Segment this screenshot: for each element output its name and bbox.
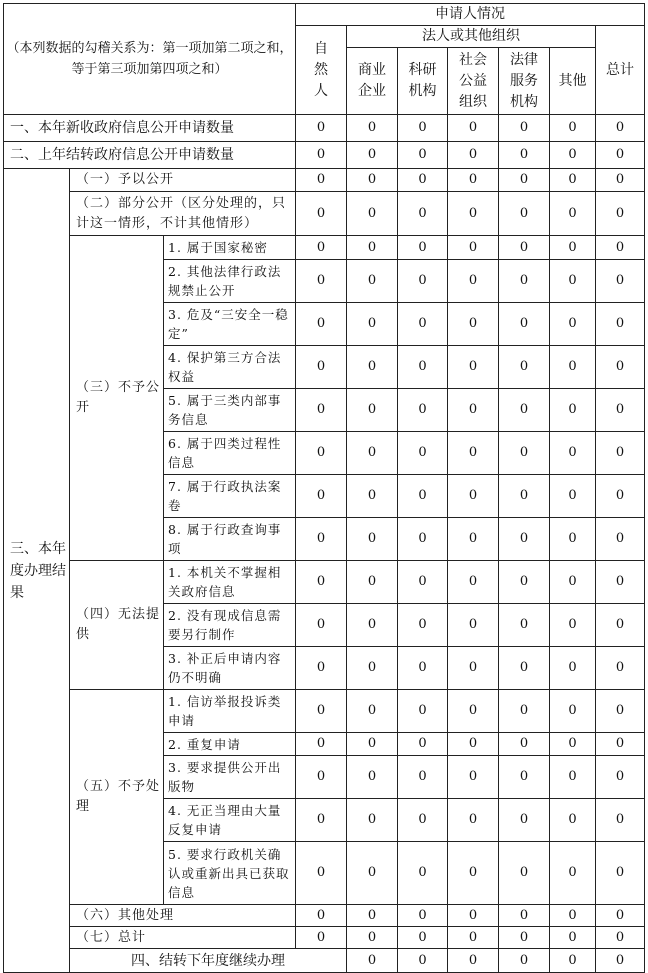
cell-value: 0 (499, 169, 550, 192)
cell-value: 0 (596, 303, 645, 346)
cell-value: 0 (448, 756, 499, 799)
table-row (4, 561, 645, 604)
cell-value: 0 (596, 192, 645, 236)
table-row (4, 905, 645, 927)
cell-value: 0 (596, 561, 645, 604)
cell-value: 0 (448, 799, 499, 842)
cell-value: 0 (499, 561, 550, 604)
cell-value: 0 (499, 799, 550, 842)
cell-value: 0 (596, 142, 645, 169)
cell-value: 0 (550, 303, 596, 346)
cell-value: 0 (596, 690, 645, 733)
row-label: 4. 保护第三方合法权益 (164, 346, 296, 389)
not-disclose-label: （三）不予公开 (70, 236, 164, 561)
cell-value: 0 (550, 260, 596, 303)
cell-value: 0 (448, 927, 499, 949)
cell-value: 0 (296, 115, 347, 142)
cell-value: 0 (347, 142, 398, 169)
cell-value: 0 (347, 927, 398, 949)
cell-value: 0 (347, 303, 398, 346)
cell-value: 0 (398, 389, 448, 432)
row-label: 一、本年新收政府信息公开申请数量 (4, 115, 296, 142)
cell-value: 0 (347, 905, 398, 927)
cell-value: 0 (448, 949, 499, 973)
row-label: 7. 属于行政执法案卷 (164, 475, 296, 518)
table-row (4, 192, 645, 236)
cell-value: 0 (499, 115, 550, 142)
row-label: 1. 本机关不掌握相关政府信息 (164, 561, 296, 604)
cell-value: 0 (499, 518, 550, 561)
total-header: 总计 (596, 26, 645, 115)
cell-value: 0 (347, 169, 398, 192)
cell-value: 0 (296, 303, 347, 346)
cell-value: 0 (296, 236, 347, 260)
cell-value: 0 (296, 432, 347, 475)
cell-value: 0 (398, 756, 448, 799)
cell-value: 0 (550, 733, 596, 756)
cell-value: 0 (596, 236, 645, 260)
row-label: 1. 属于国家秘密 (164, 236, 296, 260)
row-label: 5. 属于三类内部事务信息 (164, 389, 296, 432)
cell-value: 0 (448, 260, 499, 303)
cell-value: 0 (347, 647, 398, 690)
cell-value: 0 (550, 115, 596, 142)
col-header-other: 其他 (550, 48, 596, 115)
cell-value: 0 (398, 303, 448, 346)
row-label: 四、结转下年度继续办理 (70, 949, 347, 973)
cell-value: 0 (550, 647, 596, 690)
cell-value: 0 (448, 518, 499, 561)
cell-value: 0 (596, 647, 645, 690)
cell-value: 0 (499, 949, 550, 973)
cell-value: 0 (296, 604, 347, 647)
cell-value: 0 (499, 432, 550, 475)
table-row (4, 142, 645, 169)
cell-value: 0 (296, 346, 347, 389)
col-header-public-welfare: 社会公益组织 (448, 48, 499, 115)
cell-value: 0 (398, 561, 448, 604)
cell-value: 0 (296, 561, 347, 604)
cell-value: 0 (347, 604, 398, 647)
cell-value: 0 (448, 389, 499, 432)
cell-value: 0 (448, 604, 499, 647)
cell-value: 0 (296, 756, 347, 799)
cell-value: 0 (448, 690, 499, 733)
row-label: 4. 无正当理由大量反复申请 (164, 799, 296, 842)
cell-value: 0 (596, 949, 645, 973)
cell-value: 0 (596, 169, 645, 192)
table-row (4, 949, 645, 973)
cell-value: 0 (296, 169, 347, 192)
cell-value: 0 (448, 115, 499, 142)
cell-value: 0 (398, 647, 448, 690)
col-header-business: 商业企业 (347, 48, 398, 115)
table-row (4, 115, 645, 142)
cell-value: 0 (347, 432, 398, 475)
cell-value: 0 (596, 927, 645, 949)
cell-value: 0 (347, 115, 398, 142)
cell-value: 0 (499, 733, 550, 756)
cell-value: 0 (499, 647, 550, 690)
cell-value: 0 (296, 389, 347, 432)
cell-value: 0 (550, 604, 596, 647)
cell-value: 0 (448, 432, 499, 475)
cell-value: 0 (499, 604, 550, 647)
cell-value: 0 (448, 905, 499, 927)
row-label: 6. 属于四类过程性信息 (164, 432, 296, 475)
cell-value: 0 (296, 690, 347, 733)
cell-value: 0 (499, 236, 550, 260)
cell-value: 0 (296, 842, 347, 905)
cell-value: 0 (499, 756, 550, 799)
cell-value: 0 (499, 346, 550, 389)
cell-value: 0 (347, 949, 398, 973)
cell-value: 0 (296, 927, 347, 949)
cell-value: 0 (347, 756, 398, 799)
cell-value: 0 (448, 236, 499, 260)
row-label: （二）部分公开（区分处理的，只计这一情形，不计其他情形） (70, 192, 296, 236)
cell-value: 0 (296, 475, 347, 518)
cell-value: 0 (398, 799, 448, 842)
cell-value: 0 (596, 842, 645, 905)
cannot-provide-label: （四）无法提供 (70, 561, 164, 690)
cell-value: 0 (550, 949, 596, 973)
col-header-research: 科研机构 (398, 48, 448, 115)
cell-value: 0 (596, 518, 645, 561)
cell-value: 0 (448, 475, 499, 518)
cell-value: 0 (448, 647, 499, 690)
cell-value: 0 (448, 842, 499, 905)
cell-value: 0 (296, 799, 347, 842)
row-label: 3. 要求提供公开出版物 (164, 756, 296, 799)
cell-value: 0 (499, 303, 550, 346)
cell-value: 0 (296, 905, 347, 927)
cell-value: 0 (398, 236, 448, 260)
cell-value: 0 (550, 927, 596, 949)
cell-value: 0 (550, 389, 596, 432)
table-row (4, 690, 645, 733)
row-label: （六）其他处理 (70, 905, 296, 927)
cell-value: 0 (398, 192, 448, 236)
cell-value: 0 (347, 346, 398, 389)
row-label: 8. 属于行政查询事项 (164, 518, 296, 561)
cell-value: 0 (596, 756, 645, 799)
cell-value: 0 (550, 561, 596, 604)
table-row (4, 927, 645, 949)
row-label: 二、上年结转政府信息公开申请数量 (4, 142, 296, 169)
cell-value: 0 (296, 192, 347, 236)
cell-value: 0 (448, 169, 499, 192)
table-note: （本列数据的勾稽关系为：第一项加第二项之和，等于第三项加第四项之和） (4, 4, 296, 115)
disclosure-table (3, 3, 645, 973)
results-section-label: 三、本年度办理结果 (4, 169, 70, 973)
cell-value: 0 (398, 518, 448, 561)
cell-value: 0 (596, 346, 645, 389)
cell-value: 0 (596, 475, 645, 518)
cell-value: 0 (398, 905, 448, 927)
cell-value: 0 (550, 905, 596, 927)
cell-value: 0 (398, 115, 448, 142)
cell-value: 0 (398, 475, 448, 518)
cell-value: 0 (347, 842, 398, 905)
cell-value: 0 (499, 690, 550, 733)
row-label: 2. 没有现成信息需要另行制作 (164, 604, 296, 647)
cell-value: 0 (347, 260, 398, 303)
cell-value: 0 (499, 842, 550, 905)
row-label: 2. 其他法律行政法规禁止公开 (164, 260, 296, 303)
cell-value: 0 (398, 690, 448, 733)
legal-group-header: 法人或其他组织 (347, 26, 596, 48)
cell-value: 0 (347, 733, 398, 756)
cell-value: 0 (550, 192, 596, 236)
cell-value: 0 (596, 604, 645, 647)
row-label: 3. 危及“三安全一稳定” (164, 303, 296, 346)
cell-value: 0 (347, 389, 398, 432)
cell-value: 0 (448, 142, 499, 169)
cell-value: 0 (296, 733, 347, 756)
cell-value: 0 (550, 142, 596, 169)
cell-value: 0 (398, 733, 448, 756)
cell-value: 0 (296, 142, 347, 169)
cell-value: 0 (347, 518, 398, 561)
cell-value: 0 (347, 475, 398, 518)
cell-value: 0 (448, 192, 499, 236)
row-label: 3. 补正后申请内容仍不明确 (164, 647, 296, 690)
cell-value: 0 (296, 518, 347, 561)
cell-value: 0 (550, 169, 596, 192)
cell-value: 0 (448, 346, 499, 389)
cell-value: 0 (596, 260, 645, 303)
cell-value: 0 (347, 690, 398, 733)
cell-value: 0 (347, 236, 398, 260)
cell-value: 0 (499, 142, 550, 169)
cell-value: 0 (499, 260, 550, 303)
cell-value: 0 (448, 303, 499, 346)
cell-value: 0 (596, 389, 645, 432)
cell-value: 0 (550, 842, 596, 905)
cell-value: 0 (596, 905, 645, 927)
cell-value: 0 (398, 949, 448, 973)
cell-value: 0 (596, 733, 645, 756)
table-row (4, 169, 645, 192)
row-label: （七）总计 (70, 927, 296, 949)
cell-value: 0 (499, 927, 550, 949)
cell-value: 0 (398, 432, 448, 475)
cell-value: 0 (398, 604, 448, 647)
cell-value: 0 (550, 756, 596, 799)
cell-value: 0 (550, 475, 596, 518)
cell-value: 0 (448, 733, 499, 756)
not-processed-label: （五）不予处理 (70, 690, 164, 905)
cell-value: 0 (398, 260, 448, 303)
col-header-legal-service: 法律服务机构 (499, 48, 550, 115)
cell-value: 0 (550, 346, 596, 389)
natural-person-header: 自然人 (296, 26, 347, 115)
row-label: 1. 信访举报投诉类申请 (164, 690, 296, 733)
cell-value: 0 (398, 842, 448, 905)
cell-value: 0 (596, 115, 645, 142)
cell-value: 0 (499, 192, 550, 236)
cell-value: 0 (550, 236, 596, 260)
cell-value: 0 (398, 927, 448, 949)
cell-value: 0 (398, 142, 448, 169)
cell-value: 0 (296, 647, 347, 690)
cell-value: 0 (398, 169, 448, 192)
row-label: 5. 要求行政机关确认或重新出具已获取信息 (164, 842, 296, 905)
cell-value: 0 (550, 799, 596, 842)
cell-value: 0 (347, 192, 398, 236)
cell-value: 0 (550, 690, 596, 733)
cell-value: 0 (296, 260, 347, 303)
cell-value: 0 (398, 346, 448, 389)
row-label: 2. 重复申请 (164, 733, 296, 756)
cell-value: 0 (347, 799, 398, 842)
cell-value: 0 (550, 518, 596, 561)
cell-value: 0 (596, 432, 645, 475)
row-label: （一）予以公开 (70, 169, 296, 192)
cell-value: 0 (448, 561, 499, 604)
cell-value: 0 (499, 389, 550, 432)
cell-value: 0 (550, 432, 596, 475)
cell-value: 0 (499, 475, 550, 518)
cell-value: 0 (347, 561, 398, 604)
table-row (4, 236, 645, 260)
cell-value: 0 (596, 799, 645, 842)
applicant-header: 申请人情况 (296, 4, 645, 26)
cell-value: 0 (499, 905, 550, 927)
